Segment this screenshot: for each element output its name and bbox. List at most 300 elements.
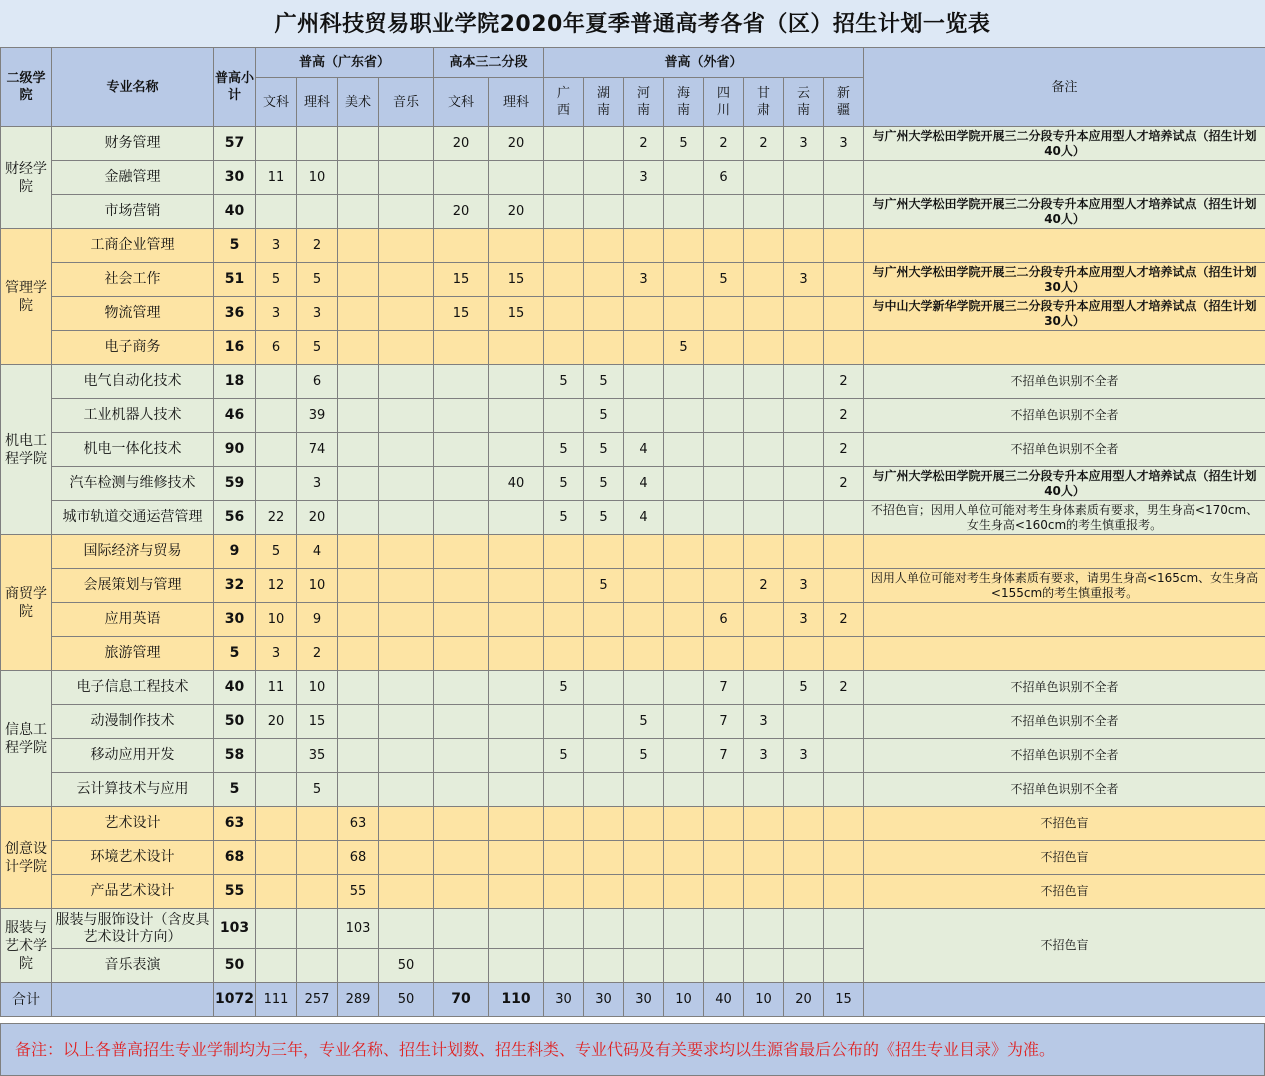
province-count xyxy=(744,875,784,909)
province-count: 5 xyxy=(584,399,624,433)
guangdong-count: 3 xyxy=(297,297,338,331)
totals-province: 15 xyxy=(824,983,864,1017)
province-count xyxy=(704,773,744,807)
province-count xyxy=(584,127,624,161)
province-count xyxy=(784,365,824,399)
table-row xyxy=(1,331,1265,365)
province-count xyxy=(784,807,824,841)
totals-province: 40 xyxy=(704,983,744,1017)
province-count xyxy=(544,569,584,603)
totals-province: 30 xyxy=(624,983,664,1017)
remark-cell: 与广州大学松田学院开展三二分段专升本应用型人才培养试点（招生计划40人） xyxy=(864,195,1265,229)
guangdong-count: 10 xyxy=(297,161,338,195)
province-count xyxy=(704,195,744,229)
province-count: 2 xyxy=(704,127,744,161)
province-count xyxy=(544,949,584,983)
province-count: 7 xyxy=(704,671,744,705)
header-gd-col-2: 美术 xyxy=(338,78,379,127)
province-count xyxy=(784,841,824,875)
guangdong-count: 5 xyxy=(297,773,338,807)
subtotal-cell: 16 xyxy=(214,331,256,365)
province-count xyxy=(624,875,664,909)
remark-cell: 不招单色识别不全者 xyxy=(864,433,1265,467)
province-count xyxy=(824,637,864,671)
gaoben-count xyxy=(434,637,489,671)
college-name: 创意设计学院 xyxy=(1,807,52,909)
totals-subtotal: 1072 xyxy=(214,983,256,1017)
province-count xyxy=(784,637,824,671)
remark-cell: 与广州大学松田学院开展三二分段专升本应用型人才培养试点（招生计划40人） xyxy=(864,127,1265,161)
major-name: 音乐表演 xyxy=(52,949,214,983)
guangdong-count xyxy=(338,161,379,195)
province-count: 7 xyxy=(704,739,744,773)
major-name: 金融管理 xyxy=(52,161,214,195)
province-count xyxy=(824,229,864,263)
table-row xyxy=(1,671,1265,705)
guangdong-count xyxy=(256,433,297,467)
major-name: 服装与服饰设计（含皮具艺术设计方向） xyxy=(52,909,214,949)
major-name: 艺术设计 xyxy=(52,807,214,841)
province-count xyxy=(824,331,864,365)
province-count: 2 xyxy=(824,671,864,705)
header-group-guangdong: 普高（广东省） xyxy=(256,48,434,78)
province-count xyxy=(664,569,704,603)
province-count xyxy=(824,949,864,983)
guangdong-count xyxy=(338,297,379,331)
province-count xyxy=(664,739,704,773)
gaoben-count xyxy=(489,773,544,807)
province-count xyxy=(664,875,704,909)
guangdong-count xyxy=(338,195,379,229)
province-count xyxy=(664,365,704,399)
province-count xyxy=(824,807,864,841)
province-count xyxy=(824,705,864,739)
guangdong-count: 5 xyxy=(256,535,297,569)
gaoben-count xyxy=(434,569,489,603)
province-count: 5 xyxy=(544,365,584,399)
subtotal-cell: 36 xyxy=(214,297,256,331)
province-count: 3 xyxy=(624,161,664,195)
province-count xyxy=(664,263,704,297)
major-name: 市场营销 xyxy=(52,195,214,229)
totals-remark xyxy=(864,983,1265,1017)
province-count xyxy=(704,399,744,433)
gaoben-count: 40 xyxy=(489,467,544,501)
table-row xyxy=(1,127,1265,161)
guangdong-count xyxy=(379,501,434,535)
province-count xyxy=(664,535,704,569)
province-count xyxy=(544,705,584,739)
totals-guangdong: 50 xyxy=(379,983,434,1017)
subtotal-cell: 5 xyxy=(214,229,256,263)
guangdong-count xyxy=(379,875,434,909)
header-group-other-provinces: 普高（外省） xyxy=(544,48,864,78)
province-count xyxy=(584,297,624,331)
province-count xyxy=(544,161,584,195)
header-province-0: 广西 xyxy=(544,78,584,127)
guangdong-count xyxy=(297,949,338,983)
province-count xyxy=(744,365,784,399)
province-count xyxy=(664,501,704,535)
province-count: 5 xyxy=(544,671,584,705)
province-count xyxy=(664,195,704,229)
totals-gaoben: 110 xyxy=(489,983,544,1017)
college-name: 管理学院 xyxy=(1,229,52,365)
province-count xyxy=(544,331,584,365)
province-count xyxy=(584,807,624,841)
subtotal-cell: 32 xyxy=(214,569,256,603)
province-count xyxy=(664,297,704,331)
province-count xyxy=(664,603,704,637)
province-count xyxy=(664,807,704,841)
header-group-gaoben: 高本三二分段 xyxy=(434,48,544,78)
province-count xyxy=(544,841,584,875)
province-count xyxy=(744,501,784,535)
remark-cell: 不招色盲 xyxy=(864,909,1265,983)
major-name: 社会工作 xyxy=(52,263,214,297)
college-name: 服装与艺术学院 xyxy=(1,909,52,983)
table-row xyxy=(1,773,1265,807)
province-count xyxy=(744,909,784,949)
guangdong-count xyxy=(379,773,434,807)
header-gb-col-0: 文科 xyxy=(434,78,489,127)
header-gd-col-0: 文科 xyxy=(256,78,297,127)
remark-cell: 不招单色识别不全者 xyxy=(864,399,1265,433)
province-count: 2 xyxy=(824,603,864,637)
header-province-1: 湖南 xyxy=(584,78,624,127)
province-count xyxy=(664,705,704,739)
guangdong-count xyxy=(256,365,297,399)
province-count xyxy=(784,501,824,535)
table-row xyxy=(1,365,1265,399)
province-count: 3 xyxy=(744,705,784,739)
gaoben-count: 15 xyxy=(434,297,489,331)
province-count xyxy=(584,841,624,875)
guangdong-count xyxy=(338,127,379,161)
table-row xyxy=(1,399,1265,433)
guangdong-count xyxy=(297,909,338,949)
gaoben-count: 15 xyxy=(489,297,544,331)
table-row xyxy=(1,433,1265,467)
totals-blank xyxy=(52,983,214,1017)
province-count xyxy=(544,535,584,569)
province-count xyxy=(584,331,624,365)
remark-cell xyxy=(864,637,1265,671)
province-count: 5 xyxy=(584,569,624,603)
province-count xyxy=(824,569,864,603)
table-row xyxy=(1,807,1265,841)
totals-label: 合计 xyxy=(1,983,52,1017)
province-count xyxy=(784,875,824,909)
province-count xyxy=(824,263,864,297)
province-count: 2 xyxy=(824,399,864,433)
province-count xyxy=(704,637,744,671)
province-count xyxy=(704,297,744,331)
subtotal-cell: 40 xyxy=(214,671,256,705)
header-province-4: 四川 xyxy=(704,78,744,127)
province-count: 3 xyxy=(784,739,824,773)
totals-guangdong: 257 xyxy=(297,983,338,1017)
province-count: 5 xyxy=(584,467,624,501)
province-count xyxy=(744,263,784,297)
remark-cell xyxy=(864,331,1265,365)
province-count xyxy=(584,161,624,195)
guangdong-count xyxy=(379,603,434,637)
table-row xyxy=(1,195,1265,229)
province-count xyxy=(624,297,664,331)
province-count xyxy=(624,949,664,983)
gaoben-count xyxy=(489,603,544,637)
gaoben-count xyxy=(489,841,544,875)
province-count: 4 xyxy=(624,501,664,535)
province-count: 6 xyxy=(704,603,744,637)
province-count xyxy=(744,161,784,195)
guangdong-count xyxy=(338,365,379,399)
guangdong-count: 6 xyxy=(256,331,297,365)
guangdong-count: 20 xyxy=(256,705,297,739)
province-count xyxy=(704,501,744,535)
province-count xyxy=(824,535,864,569)
province-count: 7 xyxy=(704,705,744,739)
gaoben-count xyxy=(434,773,489,807)
guangdong-count: 103 xyxy=(338,909,379,949)
province-count xyxy=(584,739,624,773)
page-title: 广州科技贸易职业学院2020年夏季普通高考各省（区）招生计划一览表 xyxy=(0,0,1265,48)
guangdong-count xyxy=(379,909,434,949)
totals-province: 30 xyxy=(544,983,584,1017)
province-count xyxy=(664,671,704,705)
guangdong-count xyxy=(338,773,379,807)
major-name: 旅游管理 xyxy=(52,637,214,671)
province-count xyxy=(784,433,824,467)
province-count xyxy=(744,433,784,467)
province-count xyxy=(664,773,704,807)
guangdong-count xyxy=(256,399,297,433)
remark-cell: 不招色盲；因用人单位可能对考生身体素质有要求，男生身高<170cm、女生身高<160cm的考生慎重报考。 xyxy=(864,501,1265,535)
province-count xyxy=(704,365,744,399)
province-count xyxy=(704,807,744,841)
guangdong-count xyxy=(379,399,434,433)
guangdong-count: 11 xyxy=(256,161,297,195)
province-count: 3 xyxy=(824,127,864,161)
province-count xyxy=(704,535,744,569)
province-count xyxy=(544,127,584,161)
province-count: 3 xyxy=(784,569,824,603)
major-name: 云计算技术与应用 xyxy=(52,773,214,807)
college-name: 机电工程学院 xyxy=(1,365,52,535)
guangdong-count: 22 xyxy=(256,501,297,535)
province-count xyxy=(584,263,624,297)
gaoben-count xyxy=(434,949,489,983)
province-count xyxy=(744,229,784,263)
province-count xyxy=(664,433,704,467)
subtotal-cell: 55 xyxy=(214,875,256,909)
remark-cell xyxy=(864,229,1265,263)
guangdong-count xyxy=(379,297,434,331)
guangdong-count xyxy=(379,739,434,773)
gaoben-count: 20 xyxy=(434,195,489,229)
header-province-5: 甘肃 xyxy=(744,78,784,127)
province-count xyxy=(624,229,664,263)
guangdong-count: 10 xyxy=(297,569,338,603)
gaoben-count xyxy=(434,807,489,841)
province-count xyxy=(744,671,784,705)
province-count: 5 xyxy=(544,433,584,467)
subtotal-cell: 30 xyxy=(214,603,256,637)
gaoben-count: 20 xyxy=(489,195,544,229)
guangdong-count xyxy=(379,195,434,229)
province-count xyxy=(624,195,664,229)
guangdong-count xyxy=(338,671,379,705)
guangdong-count xyxy=(297,195,338,229)
major-name: 会展策划与管理 xyxy=(52,569,214,603)
guangdong-count: 3 xyxy=(256,229,297,263)
province-count xyxy=(784,229,824,263)
totals-guangdong: 111 xyxy=(256,983,297,1017)
province-count xyxy=(784,297,824,331)
province-count xyxy=(784,773,824,807)
major-name: 电气自动化技术 xyxy=(52,365,214,399)
province-count: 5 xyxy=(584,501,624,535)
gaoben-count xyxy=(434,739,489,773)
gaoben-count xyxy=(434,841,489,875)
gaoben-count xyxy=(489,535,544,569)
gaoben-count: 20 xyxy=(489,127,544,161)
province-count xyxy=(784,949,824,983)
province-count xyxy=(624,671,664,705)
guangdong-count xyxy=(338,569,379,603)
gaoben-count xyxy=(434,433,489,467)
totals-province: 20 xyxy=(784,983,824,1017)
guangdong-count xyxy=(256,807,297,841)
province-count: 3 xyxy=(784,263,824,297)
guangdong-count xyxy=(256,739,297,773)
guangdong-count: 11 xyxy=(256,671,297,705)
subtotal-cell: 51 xyxy=(214,263,256,297)
province-count xyxy=(584,705,624,739)
gaoben-count xyxy=(434,875,489,909)
province-count xyxy=(824,841,864,875)
province-count xyxy=(744,603,784,637)
province-count: 5 xyxy=(544,501,584,535)
guangdong-count xyxy=(297,807,338,841)
remark-cell xyxy=(864,535,1265,569)
gaoben-count xyxy=(489,949,544,983)
subtotal-cell: 50 xyxy=(214,705,256,739)
remark-cell: 因用人单位可能对考生身体素质有要求，请男生身高<165cm、女生身高<155cm的考生慎重报考。 xyxy=(864,569,1265,603)
gaoben-count xyxy=(489,739,544,773)
province-count: 2 xyxy=(824,365,864,399)
header-gd-col-1: 理科 xyxy=(297,78,338,127)
province-count xyxy=(584,949,624,983)
guangdong-count xyxy=(256,467,297,501)
province-count xyxy=(624,331,664,365)
province-count xyxy=(664,841,704,875)
guangdong-count: 74 xyxy=(297,433,338,467)
gaoben-count xyxy=(489,807,544,841)
guangdong-count: 6 xyxy=(297,365,338,399)
footer-note: 备注：以上各普高招生专业学制均为三年，专业名称、招生计划数、招生科类、专业代码及有关要求均以生源省最后公布的《招生专业目录》为准。 xyxy=(0,1023,1265,1076)
province-count xyxy=(624,365,664,399)
province-count: 5 xyxy=(544,467,584,501)
guangdong-count xyxy=(379,569,434,603)
guangdong-count: 63 xyxy=(338,807,379,841)
remark-cell: 不招单色识别不全者 xyxy=(864,773,1265,807)
province-count xyxy=(744,841,784,875)
college-name: 商贸学院 xyxy=(1,535,52,671)
subtotal-cell: 59 xyxy=(214,467,256,501)
province-count xyxy=(544,195,584,229)
province-count xyxy=(704,909,744,949)
guangdong-count xyxy=(338,535,379,569)
province-count xyxy=(824,501,864,535)
remark-cell: 不招色盲 xyxy=(864,841,1265,875)
province-count xyxy=(664,949,704,983)
province-count xyxy=(664,909,704,949)
province-count xyxy=(824,875,864,909)
province-count xyxy=(744,399,784,433)
province-count: 5 xyxy=(664,331,704,365)
province-count xyxy=(544,603,584,637)
province-count: 3 xyxy=(744,739,784,773)
guangdong-count: 39 xyxy=(297,399,338,433)
guangdong-count: 4 xyxy=(297,535,338,569)
table-body xyxy=(1,127,1265,1017)
province-count xyxy=(584,773,624,807)
gaoben-count xyxy=(489,161,544,195)
province-count xyxy=(784,535,824,569)
guangdong-count xyxy=(338,433,379,467)
remark-cell xyxy=(864,603,1265,637)
guangdong-count xyxy=(338,501,379,535)
gaoben-count xyxy=(434,365,489,399)
guangdong-count xyxy=(379,535,434,569)
province-count xyxy=(664,161,704,195)
header-college: 二级学院 xyxy=(1,48,52,127)
gaoben-count xyxy=(434,535,489,569)
province-count xyxy=(744,773,784,807)
guangdong-count xyxy=(379,365,434,399)
province-count xyxy=(744,331,784,365)
totals-guangdong: 289 xyxy=(338,983,379,1017)
subtotal-cell: 57 xyxy=(214,127,256,161)
province-count xyxy=(664,467,704,501)
guangdong-count xyxy=(338,637,379,671)
gaoben-count xyxy=(434,603,489,637)
gaoben-count xyxy=(434,399,489,433)
guangdong-count: 2 xyxy=(297,637,338,671)
table-row xyxy=(1,569,1265,603)
gaoben-count: 15 xyxy=(434,263,489,297)
province-count xyxy=(584,637,624,671)
guangdong-count xyxy=(338,263,379,297)
subtotal-cell: 56 xyxy=(214,501,256,535)
subtotal-cell: 9 xyxy=(214,535,256,569)
province-count: 4 xyxy=(624,433,664,467)
province-count: 2 xyxy=(824,433,864,467)
gaoben-count xyxy=(434,705,489,739)
gaoben-count xyxy=(434,671,489,705)
province-count xyxy=(544,909,584,949)
major-name: 城市轨道交通运营管理 xyxy=(52,501,214,535)
major-name: 电子商务 xyxy=(52,331,214,365)
guangdong-count xyxy=(338,705,379,739)
province-count xyxy=(744,949,784,983)
header-subtotal: 普高小计 xyxy=(214,48,256,127)
table-row xyxy=(1,501,1265,535)
guangdong-count xyxy=(379,433,434,467)
guangdong-count: 9 xyxy=(297,603,338,637)
